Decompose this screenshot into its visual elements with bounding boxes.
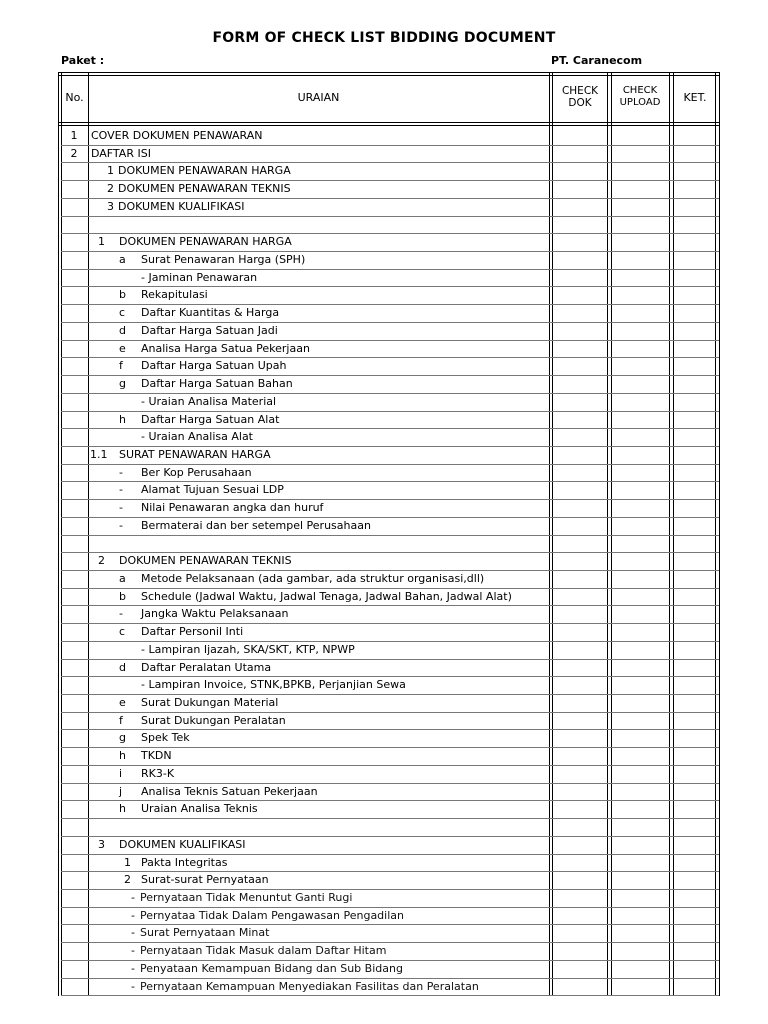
ket-cell[interactable] bbox=[676, 800, 713, 817]
row-text: Nilai Penawaran angka dan huruf bbox=[141, 501, 324, 514]
ket-cell[interactable] bbox=[676, 623, 713, 640]
check-dok-cell[interactable] bbox=[555, 942, 605, 959]
row-marker: 3 bbox=[98, 838, 105, 851]
ket-cell[interactable] bbox=[676, 375, 713, 392]
check-dok-cell[interactable] bbox=[555, 960, 605, 977]
row-marker: - bbox=[131, 891, 135, 904]
row-text: Surat Dukungan Peralatan bbox=[141, 714, 286, 727]
paket-label: Paket : bbox=[61, 54, 105, 67]
check-dok-cell[interactable] bbox=[555, 269, 605, 286]
header-top-border-inner bbox=[58, 75, 720, 76]
check-dok-cell[interactable] bbox=[555, 233, 605, 250]
check-dok-cell[interactable] bbox=[555, 978, 605, 995]
table-border-right-inner bbox=[715, 72, 716, 996]
check-upload-cell[interactable] bbox=[614, 871, 667, 888]
check-dok-cell[interactable] bbox=[555, 871, 605, 888]
check-dok-cell[interactable] bbox=[555, 535, 605, 552]
check-upload-cell[interactable] bbox=[614, 162, 667, 179]
row-text: Daftar Peralatan Utama bbox=[141, 661, 272, 674]
row-marker: e bbox=[119, 696, 126, 709]
check-upload-cell[interactable] bbox=[614, 588, 667, 605]
row-text: Surat Penawaran Harga (SPH) bbox=[141, 253, 306, 266]
ket-cell[interactable] bbox=[676, 216, 713, 233]
check-upload-cell[interactable] bbox=[614, 145, 667, 162]
row-text: Pernyataa Tidak Dalam Pengawasan Pengadilan bbox=[140, 909, 404, 922]
ket-cell[interactable] bbox=[676, 854, 713, 871]
ket-cell[interactable] bbox=[676, 978, 713, 995]
ket-cell[interactable] bbox=[676, 251, 713, 268]
row-marker: f bbox=[119, 359, 123, 372]
ket-cell[interactable] bbox=[676, 499, 713, 516]
row-marker: - bbox=[119, 519, 123, 532]
check-upload-cell[interactable] bbox=[614, 570, 667, 587]
ket-cell[interactable] bbox=[676, 198, 713, 215]
check-upload-cell[interactable] bbox=[614, 729, 667, 746]
row-marker: - bbox=[131, 909, 135, 922]
check-dok-cell[interactable] bbox=[555, 357, 605, 374]
ket-cell[interactable] bbox=[676, 907, 713, 924]
row-text: DOKUMEN PENAWARAN HARGA bbox=[118, 164, 291, 177]
check-dok-cell[interactable] bbox=[555, 889, 605, 906]
check-dok-cell[interactable] bbox=[555, 641, 605, 658]
check-upload-cell[interactable] bbox=[614, 907, 667, 924]
row-marker: d bbox=[119, 661, 126, 674]
check-dok-cell[interactable] bbox=[555, 818, 605, 835]
check-upload-cell[interactable] bbox=[614, 942, 667, 959]
row-text: Penyataan Kemampuan Bidang dan Sub Bidang bbox=[140, 962, 403, 975]
row-marker: 2 bbox=[107, 182, 114, 195]
ket-cell[interactable] bbox=[676, 641, 713, 658]
col-divider-check-upload-left bbox=[611, 72, 612, 996]
row-marker: - bbox=[119, 501, 123, 514]
check-dok-cell[interactable] bbox=[555, 481, 605, 498]
check-upload-cell[interactable] bbox=[614, 747, 667, 764]
row-text: Pernyataan Kemampuan Menyediakan Fasilitas dan Peralatan bbox=[140, 980, 479, 993]
check-dok-cell[interactable] bbox=[555, 216, 605, 233]
row-text: - Lampiran Ijazah, SKA/SKT, KTP, NPWP bbox=[141, 643, 355, 656]
row-text: Spek Tek bbox=[141, 731, 190, 744]
check-dok-cell[interactable] bbox=[555, 304, 605, 321]
row-text: Analisa Teknis Satuan Pekerjaan bbox=[141, 785, 318, 798]
header-bottom-border bbox=[58, 122, 720, 123]
row-text: DOKUMEN KUALIFIKASI bbox=[119, 838, 246, 851]
ket-cell[interactable] bbox=[676, 322, 713, 339]
row-text: Pernyataan Tidak Menuntut Ganti Rugi bbox=[140, 891, 353, 904]
ket-cell[interactable] bbox=[676, 942, 713, 959]
check-dok-cell[interactable] bbox=[555, 198, 605, 215]
check-dok-cell[interactable] bbox=[555, 747, 605, 764]
row-text: Jangka Waktu Pelaksanaan bbox=[141, 607, 289, 620]
check-dok-cell[interactable] bbox=[555, 145, 605, 162]
check-dok-cell[interactable] bbox=[555, 517, 605, 534]
document-title: FORM OF CHECK LIST BIDDING DOCUMENT bbox=[212, 30, 556, 46]
check-dok-cell[interactable] bbox=[555, 694, 605, 711]
row-marker: - bbox=[131, 962, 135, 975]
header-uraian: URAIAN bbox=[297, 91, 340, 104]
check-dok-cell[interactable] bbox=[555, 411, 605, 428]
header-check-upload: CHECK UPLOAD bbox=[619, 85, 661, 108]
check-dok-cell[interactable] bbox=[555, 499, 605, 516]
check-upload-cell[interactable] bbox=[614, 286, 667, 303]
check-upload-cell[interactable] bbox=[614, 960, 667, 977]
check-dok-cell[interactable] bbox=[555, 924, 605, 941]
row-text: Schedule (Jadwal Waktu, Jadwal Tenaga, Jadwal Bahan, Jadwal Alat) bbox=[141, 590, 512, 603]
row-marker: 2 bbox=[124, 873, 131, 886]
row-marker: c bbox=[119, 306, 126, 319]
col-divider-no bbox=[88, 72, 89, 996]
ket-cell[interactable] bbox=[676, 127, 713, 144]
row-text: Daftar Harga Satuan Bahan bbox=[141, 377, 293, 390]
row-text: - Uraian Analisa Alat bbox=[141, 430, 253, 443]
ket-cell[interactable] bbox=[676, 889, 713, 906]
check-dok-cell[interactable] bbox=[555, 286, 605, 303]
check-dok-cell[interactable] bbox=[555, 393, 605, 410]
check-upload-cell[interactable] bbox=[614, 375, 667, 392]
check-dok-cell[interactable] bbox=[555, 127, 605, 144]
ket-cell[interactable] bbox=[676, 783, 713, 800]
ket-cell[interactable] bbox=[676, 765, 713, 782]
ket-cell[interactable] bbox=[676, 233, 713, 250]
check-dok-cell[interactable] bbox=[555, 676, 605, 693]
check-dok-cell[interactable] bbox=[555, 729, 605, 746]
check-upload-cell[interactable] bbox=[614, 552, 667, 569]
ket-cell[interactable] bbox=[676, 747, 713, 764]
col-divider-ket-left bbox=[673, 72, 674, 996]
check-upload-cell[interactable] bbox=[614, 854, 667, 871]
check-upload-cell[interactable] bbox=[614, 428, 667, 445]
ket-cell[interactable] bbox=[676, 180, 713, 197]
row-text: Rekapitulasi bbox=[141, 288, 208, 301]
check-dok-cell[interactable] bbox=[555, 570, 605, 587]
check-upload-cell[interactable] bbox=[614, 800, 667, 817]
check-dok-cell[interactable] bbox=[555, 659, 605, 676]
header-bottom-border-inner bbox=[58, 125, 720, 126]
ket-cell[interactable] bbox=[676, 286, 713, 303]
ket-cell[interactable] bbox=[676, 464, 713, 481]
check-upload-cell[interactable] bbox=[614, 464, 667, 481]
row-text: Daftar Harga Satuan Jadi bbox=[141, 324, 278, 337]
row-text: SURAT PENAWARAN HARGA bbox=[119, 448, 271, 461]
check-upload-cell[interactable] bbox=[614, 411, 667, 428]
row-marker: - bbox=[131, 926, 135, 939]
ket-cell[interactable] bbox=[676, 960, 713, 977]
ket-cell[interactable] bbox=[676, 517, 713, 534]
check-upload-cell[interactable] bbox=[614, 393, 667, 410]
ket-cell[interactable] bbox=[676, 357, 713, 374]
check-dok-cell[interactable] bbox=[555, 180, 605, 197]
row-text: COVER DOKUMEN PENAWARAN bbox=[91, 129, 263, 142]
ket-cell[interactable] bbox=[676, 428, 713, 445]
row-marker: - bbox=[119, 607, 123, 620]
row-text: - Lampiran Invoice, STNK,BPKB, Perjanjian Sewa bbox=[141, 678, 406, 691]
ket-cell[interactable] bbox=[676, 588, 713, 605]
ket-cell[interactable] bbox=[676, 340, 713, 357]
check-dok-cell[interactable] bbox=[555, 765, 605, 782]
check-upload-cell[interactable] bbox=[614, 641, 667, 658]
check-upload-cell[interactable] bbox=[614, 340, 667, 357]
check-upload-cell[interactable] bbox=[614, 517, 667, 534]
check-upload-cell[interactable] bbox=[614, 818, 667, 835]
check-dok-cell[interactable] bbox=[555, 552, 605, 569]
check-upload-cell[interactable] bbox=[614, 216, 667, 233]
row-text: Surat Dukungan Material bbox=[141, 696, 279, 709]
ket-cell[interactable] bbox=[676, 676, 713, 693]
check-dok-cell[interactable] bbox=[555, 251, 605, 268]
row-text: Bermaterai dan ber setempel Perusahaan bbox=[141, 519, 371, 532]
check-upload-cell[interactable] bbox=[614, 765, 667, 782]
row-marker: d bbox=[119, 324, 126, 337]
ket-cell[interactable] bbox=[676, 694, 713, 711]
row-number: 2 bbox=[70, 147, 78, 160]
table-border-left bbox=[58, 72, 59, 996]
row-marker: - bbox=[119, 483, 123, 496]
check-upload-cell[interactable] bbox=[614, 499, 667, 516]
row-text: Daftar Harga Satuan Upah bbox=[141, 359, 287, 372]
col-divider-check-upload-right bbox=[669, 72, 670, 996]
ket-cell[interactable] bbox=[676, 304, 713, 321]
check-upload-cell[interactable] bbox=[614, 127, 667, 144]
check-upload-cell[interactable] bbox=[614, 889, 667, 906]
row-text: Surat-surat Pernyataan bbox=[141, 873, 269, 886]
row-text: TKDN bbox=[141, 749, 172, 762]
check-upload-cell[interactable] bbox=[614, 694, 667, 711]
row-marker: b bbox=[119, 590, 126, 603]
row-text: Pernyataan Tidak Masuk dalam Daftar Hitam bbox=[140, 944, 387, 957]
ket-cell[interactable] bbox=[676, 145, 713, 162]
check-dok-cell[interactable] bbox=[555, 836, 605, 853]
row-text: RK3-K bbox=[141, 767, 175, 780]
row-marker: 2 bbox=[98, 554, 105, 567]
row-marker: i bbox=[119, 767, 123, 780]
row-marker: 1.1 bbox=[90, 448, 108, 461]
row-text: DOKUMEN PENAWARAN TEKNIS bbox=[118, 182, 291, 195]
ket-cell[interactable] bbox=[676, 411, 713, 428]
check-dok-cell[interactable] bbox=[555, 854, 605, 871]
row-marker: g bbox=[119, 731, 126, 744]
table-border-left-inner bbox=[61, 72, 62, 996]
row-marker: 1 bbox=[107, 164, 114, 177]
check-upload-cell[interactable] bbox=[614, 357, 667, 374]
row-text: DAFTAR ISI bbox=[91, 147, 151, 160]
row-marker: 3 bbox=[107, 200, 114, 213]
row-text: Ber Kop Perusahaan bbox=[141, 466, 252, 479]
row-text: Pakta Integritas bbox=[141, 856, 228, 869]
row-marker: h bbox=[119, 749, 126, 762]
check-upload-cell[interactable] bbox=[614, 322, 667, 339]
ket-cell[interactable] bbox=[676, 570, 713, 587]
row-marker: - bbox=[131, 944, 135, 957]
ket-cell[interactable] bbox=[676, 712, 713, 729]
ket-cell[interactable] bbox=[676, 605, 713, 622]
row-marker: j bbox=[119, 785, 123, 798]
check-dok-cell[interactable] bbox=[555, 464, 605, 481]
row-text: Daftar Kuantitas & Harga bbox=[141, 306, 280, 319]
ket-cell[interactable] bbox=[676, 729, 713, 746]
row-text: Metode Pelaksanaan (ada gambar, ada struktur organisasi,dll) bbox=[141, 572, 485, 585]
row-marker: b bbox=[119, 288, 126, 301]
row-marker: h bbox=[119, 802, 126, 815]
col-divider-check-dok-right bbox=[607, 72, 608, 996]
check-upload-cell[interactable] bbox=[614, 836, 667, 853]
company-name: PT. Caranecom bbox=[551, 54, 643, 67]
row-text: Surat Pernyataan Minat bbox=[140, 926, 270, 939]
row-text: Analisa Harga Satua Pekerjaan bbox=[141, 342, 310, 355]
row-marker: a bbox=[119, 253, 126, 266]
check-dok-cell[interactable] bbox=[555, 907, 605, 924]
ket-cell[interactable] bbox=[676, 481, 713, 498]
row-text: DOKUMEN KUALIFIKASI bbox=[118, 200, 245, 213]
ket-cell[interactable] bbox=[676, 924, 713, 941]
row-marker: g bbox=[119, 377, 126, 390]
check-dok-cell[interactable] bbox=[555, 800, 605, 817]
col-divider-check-dok-left bbox=[552, 72, 553, 996]
check-upload-cell[interactable] bbox=[614, 623, 667, 640]
check-dok-cell[interactable] bbox=[555, 783, 605, 800]
ket-cell[interactable] bbox=[676, 393, 713, 410]
check-upload-cell[interactable] bbox=[614, 783, 667, 800]
check-upload-cell[interactable] bbox=[614, 481, 667, 498]
ket-cell[interactable] bbox=[676, 552, 713, 569]
check-dok-cell[interactable] bbox=[555, 428, 605, 445]
check-dok-cell[interactable] bbox=[555, 588, 605, 605]
ket-cell[interactable] bbox=[676, 269, 713, 286]
header-top-border bbox=[58, 72, 720, 73]
header-no: No. bbox=[65, 91, 84, 104]
ket-cell[interactable] bbox=[676, 818, 713, 835]
row-text: Alamat Tujuan Sesuai LDP bbox=[141, 483, 284, 496]
row-marker: 1 bbox=[98, 235, 105, 248]
header-check-dok: CHECK DOK bbox=[561, 85, 599, 109]
check-upload-cell[interactable] bbox=[614, 978, 667, 995]
table-border-right bbox=[719, 72, 720, 996]
row-text: DOKUMEN PENAWARAN HARGA bbox=[119, 235, 292, 248]
check-dok-cell[interactable] bbox=[555, 712, 605, 729]
check-upload-cell[interactable] bbox=[614, 251, 667, 268]
check-upload-cell[interactable] bbox=[614, 180, 667, 197]
ket-cell[interactable] bbox=[676, 659, 713, 676]
check-upload-cell[interactable] bbox=[614, 233, 667, 250]
ket-cell[interactable] bbox=[676, 162, 713, 179]
check-upload-cell[interactable] bbox=[614, 446, 667, 463]
row-text: DOKUMEN PENAWARAN TEKNIS bbox=[119, 554, 292, 567]
check-upload-cell[interactable] bbox=[614, 712, 667, 729]
check-dok-cell[interactable] bbox=[555, 623, 605, 640]
ket-cell[interactable] bbox=[676, 535, 713, 552]
check-dok-cell[interactable] bbox=[555, 446, 605, 463]
check-upload-cell[interactable] bbox=[614, 269, 667, 286]
row-text: Uraian Analisa Teknis bbox=[141, 802, 258, 815]
header-ket: KET. bbox=[683, 91, 707, 104]
check-upload-cell[interactable] bbox=[614, 605, 667, 622]
row-text: Daftar Personil Inti bbox=[141, 625, 244, 638]
check-dok-cell[interactable] bbox=[555, 605, 605, 622]
row-marker: e bbox=[119, 342, 126, 355]
col-divider-uraian bbox=[549, 72, 550, 996]
row-text: - Uraian Analisa Material bbox=[141, 395, 277, 408]
row-marker: a bbox=[119, 572, 126, 585]
row-marker: c bbox=[119, 625, 126, 638]
ket-cell[interactable] bbox=[676, 836, 713, 853]
check-upload-cell[interactable] bbox=[614, 924, 667, 941]
check-upload-cell[interactable] bbox=[614, 676, 667, 693]
check-dok-cell[interactable] bbox=[555, 162, 605, 179]
check-dok-cell[interactable] bbox=[555, 322, 605, 339]
check-upload-cell[interactable] bbox=[614, 535, 667, 552]
row-text: - Jaminan Penawaran bbox=[141, 271, 258, 284]
row-text: Daftar Harga Satuan Alat bbox=[141, 413, 280, 426]
row-number: 1 bbox=[70, 129, 78, 142]
ket-cell[interactable] bbox=[676, 446, 713, 463]
row-marker: h bbox=[119, 413, 126, 426]
check-dok-cell[interactable] bbox=[555, 340, 605, 357]
check-upload-cell[interactable] bbox=[614, 659, 667, 676]
row-marker: 1 bbox=[124, 856, 131, 869]
ket-cell[interactable] bbox=[676, 871, 713, 888]
row-marker: - bbox=[131, 980, 135, 993]
row-marker: f bbox=[119, 714, 123, 727]
check-upload-cell[interactable] bbox=[614, 304, 667, 321]
check-upload-cell[interactable] bbox=[614, 198, 667, 215]
check-dok-cell[interactable] bbox=[555, 375, 605, 392]
row-marker: - bbox=[119, 466, 123, 479]
